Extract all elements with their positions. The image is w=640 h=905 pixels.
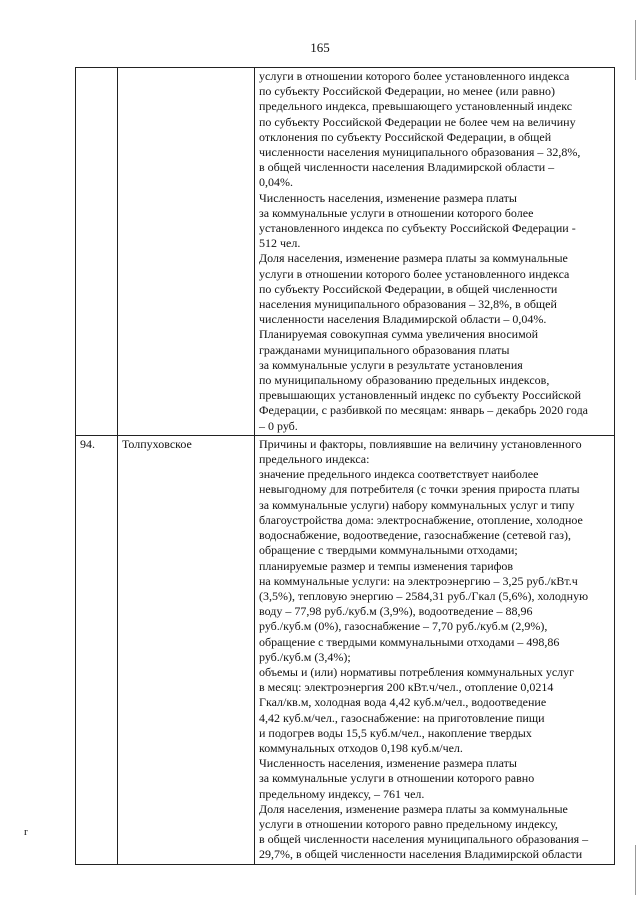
text-line: 4,42 куб.м/чел., газоснабжение: на приготовление пищи — [259, 710, 545, 725]
description-cell — [255, 435, 615, 864]
text-line: 0,04%. — [259, 175, 293, 190]
text-line: по субъекту Российской Федерации не более чем на величину — [259, 114, 576, 129]
text-line: предельного индекса: — [259, 452, 370, 467]
text-line: предельного индекса, превышающего установленный индекс — [259, 99, 573, 114]
text-line: за коммунальные услуги в отношении которого равно — [259, 771, 535, 786]
text-line: услуги в отношении которого более установленного индекса — [259, 266, 570, 281]
text-line: обращение с твердыми коммунальными отходами – 498,86 — [259, 634, 560, 649]
text-line: превышающих установленный индекс по субъекту Российской — [259, 388, 582, 403]
text-line: значение предельного индекса соответствует наиболее — [259, 467, 539, 482]
scan-edge-line — [635, 845, 636, 895]
text-line: 512 чел. — [259, 236, 301, 251]
margin-mark: r — [24, 826, 28, 838]
text-line: благоустройства дома: электроснабжение, отопление, холодное — [259, 512, 583, 527]
text-line: коммунальных отходов 0,198 куб.м/чел. — [259, 740, 463, 755]
text-line: по муниципальному образованию предельных индексов, — [259, 373, 550, 388]
text-line: (3,5%), тепловую энергию – 2584,31 руб./Гкал (5,6%), холодную — [259, 588, 589, 603]
municipality-name-cell — [118, 68, 255, 436]
text-line: Численность населения, изменение размера платы — [259, 190, 517, 205]
text-line: Численность населения, изменение размера платы — [259, 756, 517, 771]
text-line: численности населения муниципального образования – 32,8%, — [259, 145, 581, 160]
text-line: – 0 руб. — [259, 418, 298, 433]
text-line: Федерации, с разбивкой по месяцам: январь – декабрь 2020 года — [259, 403, 589, 418]
table-row — [76, 68, 615, 436]
text-line: за коммунальные услуги в результате установления — [259, 357, 523, 372]
text-line: воду – 77,98 руб./куб.м (3,9%), водоотведение – 88,96 — [259, 604, 533, 619]
text-line: и подогрев воды 15,5 куб.м/чел., накопление твердых — [259, 725, 532, 740]
text-line: за коммунальные услуги в отношении которого более — [259, 205, 534, 220]
text-line: водоснабжение, водоотведение, газоснабжение (сетевой газ), — [259, 528, 572, 543]
text-line: невыгодному для потребителя (с точки зрения прироста платы — [259, 482, 580, 497]
text-line: установленного индекса по субъекту Российской Федерации - — [259, 221, 576, 236]
text-line: на коммунальные услуги: на электроэнергию – 3,25 руб./кВт.ч — [259, 573, 578, 588]
text-line: предельному индексу, – 761 чел. — [259, 786, 425, 801]
row-number-cell: 94. — [76, 435, 118, 864]
text-line: отклонения по субъекту Российской Федерации, в общей — [259, 129, 552, 144]
text-line: руб./куб.м (3,4%); — [259, 649, 351, 664]
document-table — [75, 67, 615, 865]
text-line: в общей численности населения муниципального образования – — [259, 832, 589, 847]
page-number: 165 — [310, 40, 330, 55]
row-number-cell — [76, 68, 118, 436]
municipality-name-cell: Толпуховское — [118, 435, 255, 864]
scan-edge-line — [635, 20, 636, 80]
text-line: за коммунальные услуги) набору коммунальных услуг и типу — [259, 497, 575, 512]
text-line: услуги в отношении которого более установленного индекса — [259, 69, 570, 83]
text-line: гражданами муниципального образования платы — [259, 342, 510, 357]
description-cell — [255, 68, 615, 436]
table-row — [76, 435, 615, 864]
text-line: Доля населения, изменение размера платы за коммунальные — [259, 801, 568, 816]
text-line: в месяц: электроэнергия 200 кВт.ч/чел., отопление 0,0214 — [259, 680, 554, 695]
text-line: Планируемая совокупная сумма увеличения вносимой — [259, 327, 539, 342]
text-line: Гкал/кв.м, холодная вода 4,42 куб.м/чел., водоотведение — [259, 695, 547, 710]
text-line: Причины и факторы, повлиявшие на величину установленного — [259, 436, 582, 451]
text-line: планируемые размер и темпы изменения тарифов — [259, 558, 514, 573]
text-line: Доля населения, изменение размера платы за коммунальные — [259, 251, 568, 266]
text-line: численности населения Владимирской области – 0,04%. — [259, 312, 547, 327]
text-line: по субъекту Российской Федерации, но менее (или равно) — [259, 84, 555, 99]
text-line: услуги в отношении которого равно предельному индексу, — [259, 816, 558, 831]
text-line: обращение с твердыми коммунальными отходами; — [259, 543, 518, 558]
text-line: объемы и (или) нормативы потребления коммунальных услуг — [259, 664, 575, 679]
text-line: 29,7%, в общей численности населения Владимирской области — [259, 847, 583, 862]
text-line: руб./куб.м (0%), газоснабжение – 7,70 руб./куб.м (2,9%), — [259, 619, 548, 634]
text-line: населения муниципального образования – 32,8%, в общей — [259, 297, 557, 312]
text-line: в общей численности населения Владимирской области – — [259, 160, 555, 175]
text-line: по субъекту Российской Федерации, в общей численности — [259, 281, 558, 296]
